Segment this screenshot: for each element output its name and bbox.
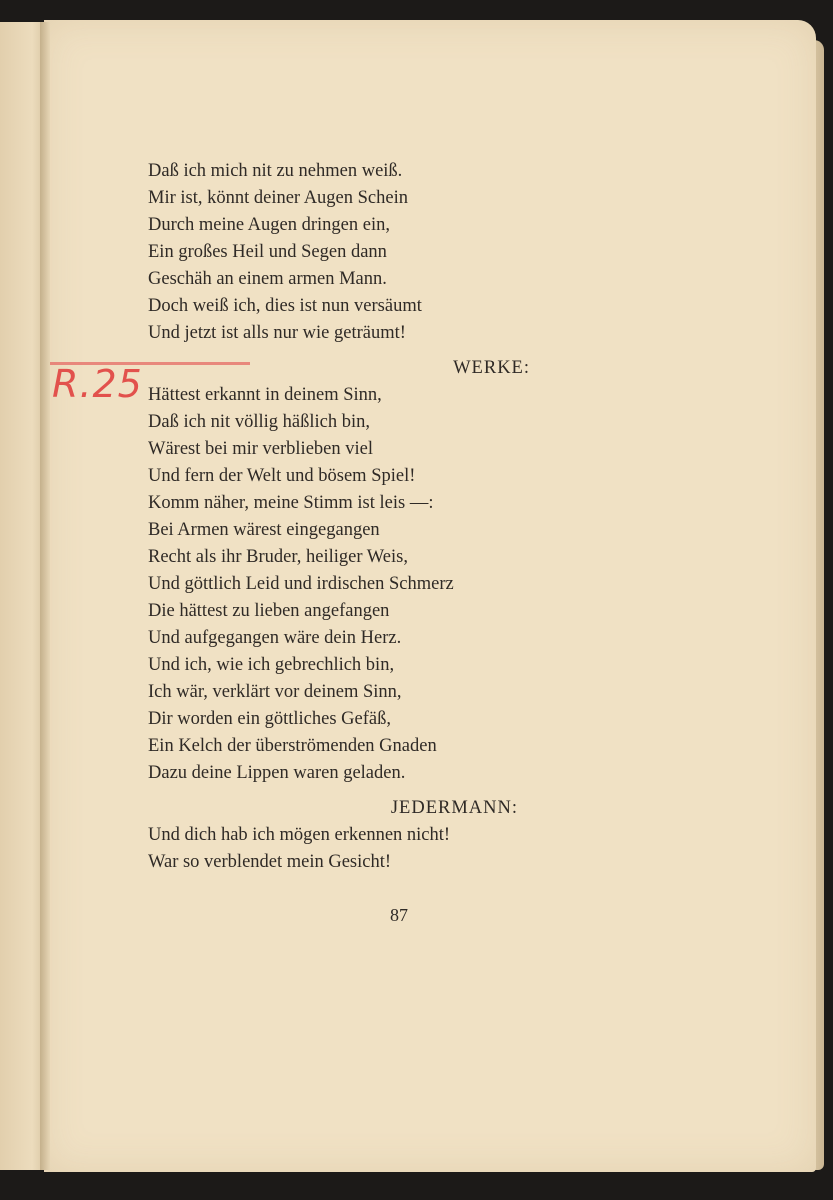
verse-line: Ein großes Heil und Segen dann	[148, 242, 387, 262]
verse-line: Durch meine Augen dringen ein,	[148, 215, 390, 235]
verse-line: Recht als ihr Bruder, heiliger Weis,	[148, 547, 408, 567]
verse-line: Und dich hab ich mögen erkennen nicht!	[148, 825, 451, 845]
verse-top	[148, 158, 608, 347]
verse-line: Mir ist, könnt deiner Augen Schein	[148, 188, 408, 208]
margin-annotation: R.25	[52, 362, 143, 406]
verse-line: Wärest bei mir verblieben viel	[148, 439, 373, 459]
book-page	[44, 20, 816, 1172]
verse-line: Doch weiß ich, dies ist nun versäumt	[148, 296, 422, 316]
page-number: 87	[390, 905, 408, 925]
verse-line: Und fern der Welt und bösem Spiel!	[148, 466, 416, 486]
verse-line: Dazu deine Lippen waren geladen.	[148, 763, 406, 783]
verse-line: Daß ich mich nit zu nehmen weiß.	[148, 161, 403, 181]
verse-line: Bei Armen wärest eingegangen	[148, 520, 380, 540]
verse-jedermann	[148, 822, 608, 876]
verse-line: Ich wär, verklärt vor deinem Sinn,	[148, 682, 402, 702]
verse-line: Geschäh an einem armen Mann.	[148, 269, 387, 289]
verse-line: War so verblendet mein Gesicht!	[148, 852, 392, 872]
verse-line: Dir worden ein göttliches Gefäß,	[148, 709, 391, 729]
book-gutter	[40, 22, 50, 1170]
verse-werke	[148, 382, 608, 787]
verse-text	[148, 158, 608, 876]
verse-line: Die hättest zu lieben angefangen	[148, 601, 390, 621]
verse-line: Hättest erkannt in deinem Sinn,	[148, 385, 382, 405]
verse-line: Komm näher, meine Stimm ist leis —:	[148, 493, 434, 513]
verse-line: Und ich, wie ich gebrechlich bin,	[148, 655, 395, 675]
verse-line: Und göttlich Leid und irdischen Schmerz	[148, 574, 454, 594]
speaker-jedermann: JEDERMANN:	[390, 798, 518, 818]
verse-line: Und jetzt ist alls nur wie geträumt!	[148, 323, 406, 343]
verse-line: Und aufgegangen wäre dein Herz.	[148, 628, 402, 648]
verse-line: Ein Kelch der überströmenden Gnaden	[148, 736, 437, 756]
verse-line: Daß ich nit völlig häßlich bin,	[148, 412, 370, 432]
speaker-werke: WERKE:	[453, 358, 530, 378]
